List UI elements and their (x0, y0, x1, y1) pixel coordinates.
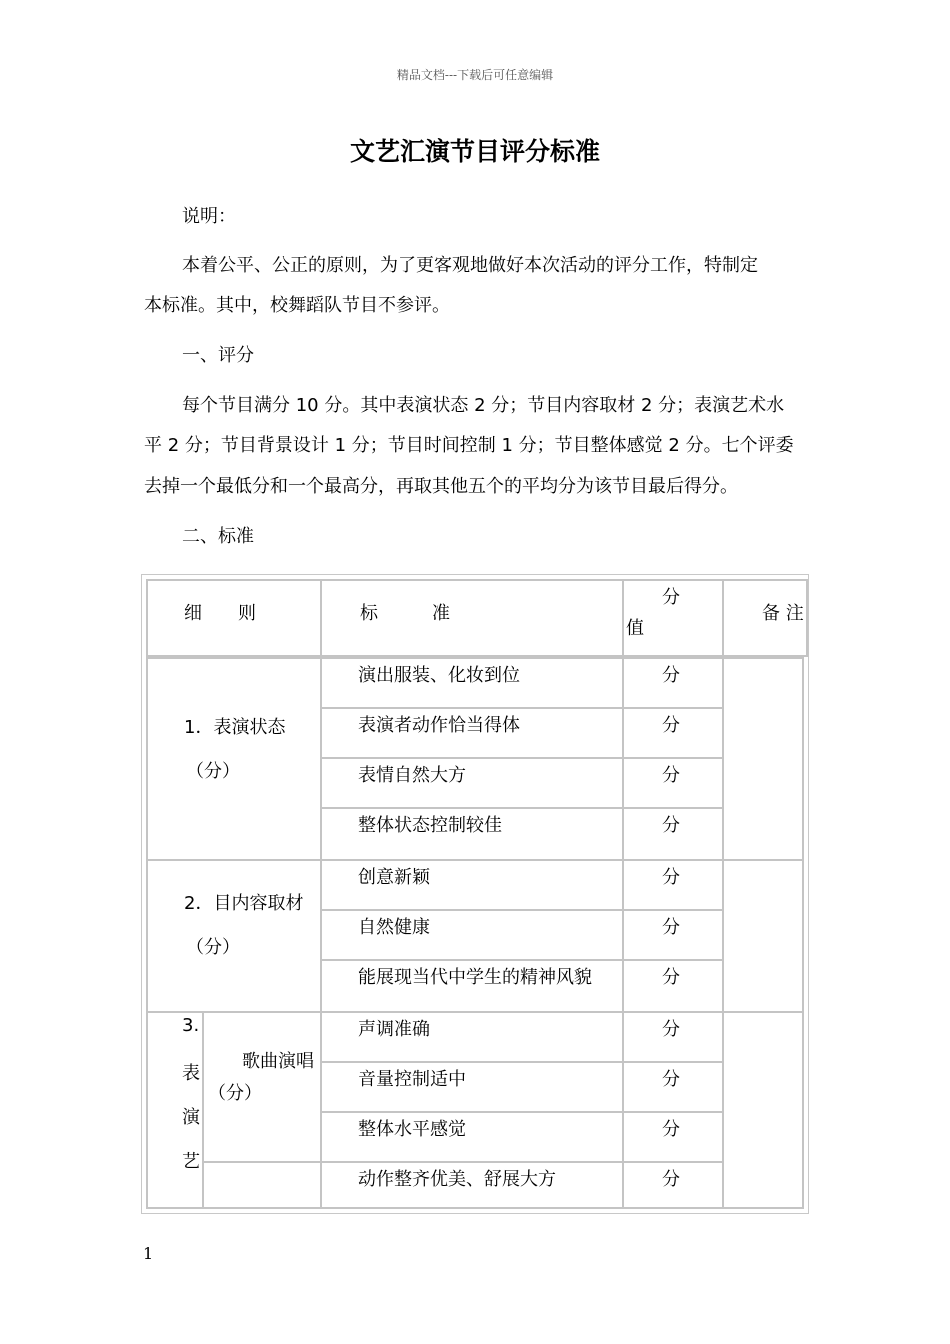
score-cell (622, 657, 724, 709)
group-3-char-4: 艺 (182, 1151, 200, 1172)
group-3-char-3: 演 (182, 1107, 200, 1128)
standard-text: 演出服装、化妆到位 (358, 665, 520, 686)
header-detail-text: 细 则 (184, 603, 256, 624)
group-3-sub-score: （分） (208, 1083, 262, 1104)
group-2-remarks-cell (722, 859, 804, 1013)
score-text: 分 (662, 1169, 680, 1190)
table-row (320, 1161, 624, 1209)
score-text: 分 (662, 715, 680, 736)
header-cell-detail (146, 579, 322, 657)
table-row (320, 1111, 624, 1163)
page-number: 1 (143, 1244, 154, 1263)
group-3-label-cell (146, 1011, 204, 1209)
table-row (320, 657, 624, 709)
group-3-sub-label-cell-empty (202, 1161, 322, 1209)
table-row (320, 959, 624, 1013)
table-row (320, 807, 624, 861)
score-text: 分 (662, 1069, 680, 1090)
page-header: 精品文档---下载后可任意编辑 (396, 68, 554, 82)
standard-text: 音量控制适中 (358, 1069, 466, 1090)
score-cell (622, 1011, 724, 1063)
document-title: 文艺汇演节目评分标准 (349, 137, 600, 166)
table-row (320, 1061, 624, 1113)
group-1-label: 1．表演状态 (184, 717, 286, 738)
header-remarks-text: 备 注 (762, 603, 804, 624)
score-cell (622, 959, 724, 1013)
group-1-remarks-cell (722, 657, 804, 861)
score-text: 分 (662, 867, 680, 888)
section-1-heading: 一、评分 (182, 345, 254, 366)
group-2-sub: （分） (186, 937, 240, 958)
standard-text: 表情自然大方 (358, 765, 466, 786)
group-3-sub-label: 歌曲演唱 (242, 1051, 314, 1072)
standard-text: 整体状态控制较佳 (358, 815, 502, 836)
standard-text: 表演者动作恰当得体 (358, 715, 520, 736)
group-1-label-cell (146, 657, 322, 861)
score-text: 分 (662, 917, 680, 938)
score-text: 分 (662, 967, 680, 988)
group-2-label-cell (146, 859, 322, 1013)
header-score-text-1: 分 (662, 587, 680, 608)
scoring-table (141, 574, 809, 1214)
score-cell (622, 707, 724, 759)
score-text: 分 (662, 765, 680, 786)
score-cell (622, 909, 724, 961)
score-text: 分 (662, 1119, 680, 1140)
score-cell (622, 757, 724, 809)
score-cell (622, 1161, 724, 1209)
table-row (320, 1011, 624, 1063)
intro-text-line-1: 本着公平、公正的原则，为了更客观地做好本次活动的评分工作，特制定 (182, 255, 758, 276)
standard-text: 能展现当代中学生的精神风貌 (358, 967, 592, 988)
score-cell (622, 859, 724, 911)
score-cell (622, 1111, 724, 1163)
score-text: 分 (662, 665, 680, 686)
section-1-line-2: 平 2 分；节目背景设计 1 分；节目时间控制 1 分；节目整体感觉 2 分。七个评委 (144, 435, 794, 456)
score-text: 分 (662, 815, 680, 836)
header-cell-remarks (722, 579, 808, 657)
header-cell-standard (320, 579, 624, 657)
standard-text: 整体水平感觉 (358, 1119, 466, 1140)
table-row (320, 909, 624, 961)
section-2-heading: 二、标准 (182, 526, 254, 547)
intro-text-line-2: 本标准。其中，校舞蹈队节目不参评。 (144, 295, 450, 316)
standard-text: 动作整齐优美、舒展大方 (358, 1169, 556, 1190)
group-3-char-2: 表 (182, 1063, 200, 1084)
standard-text: 自然健康 (358, 917, 430, 938)
score-cell (622, 807, 724, 861)
table-row (320, 707, 624, 759)
header-cell-score (622, 579, 724, 657)
score-text: 分 (662, 1019, 680, 1040)
intro-label: 说明： (182, 206, 236, 227)
header-score-text-2: 值 (626, 618, 644, 639)
score-cell (622, 1061, 724, 1113)
section-1-line-1: 每个节目满分 10 分。其中表演状态 2 分；节目内容取材 2 分；表演艺术水 (182, 395, 785, 416)
group-3-char-1: 3. (182, 1015, 200, 1036)
table-row (320, 757, 624, 809)
group-3-sub-label-cell (202, 1011, 322, 1163)
standard-text: 声调准确 (358, 1019, 430, 1040)
section-1-line-3: 去掉一个最低分和一个最高分，再取其他五个的平均分为该节目最后得分。 (144, 476, 738, 497)
group-2-label: 2．目内容取材 (184, 893, 304, 914)
standard-text: 创意新颖 (358, 867, 430, 888)
header-standard-text: 标 准 (360, 603, 450, 624)
group-1-sub: （分） (186, 761, 240, 782)
group-3-remarks-cell (722, 1011, 804, 1209)
table-row (320, 859, 624, 911)
